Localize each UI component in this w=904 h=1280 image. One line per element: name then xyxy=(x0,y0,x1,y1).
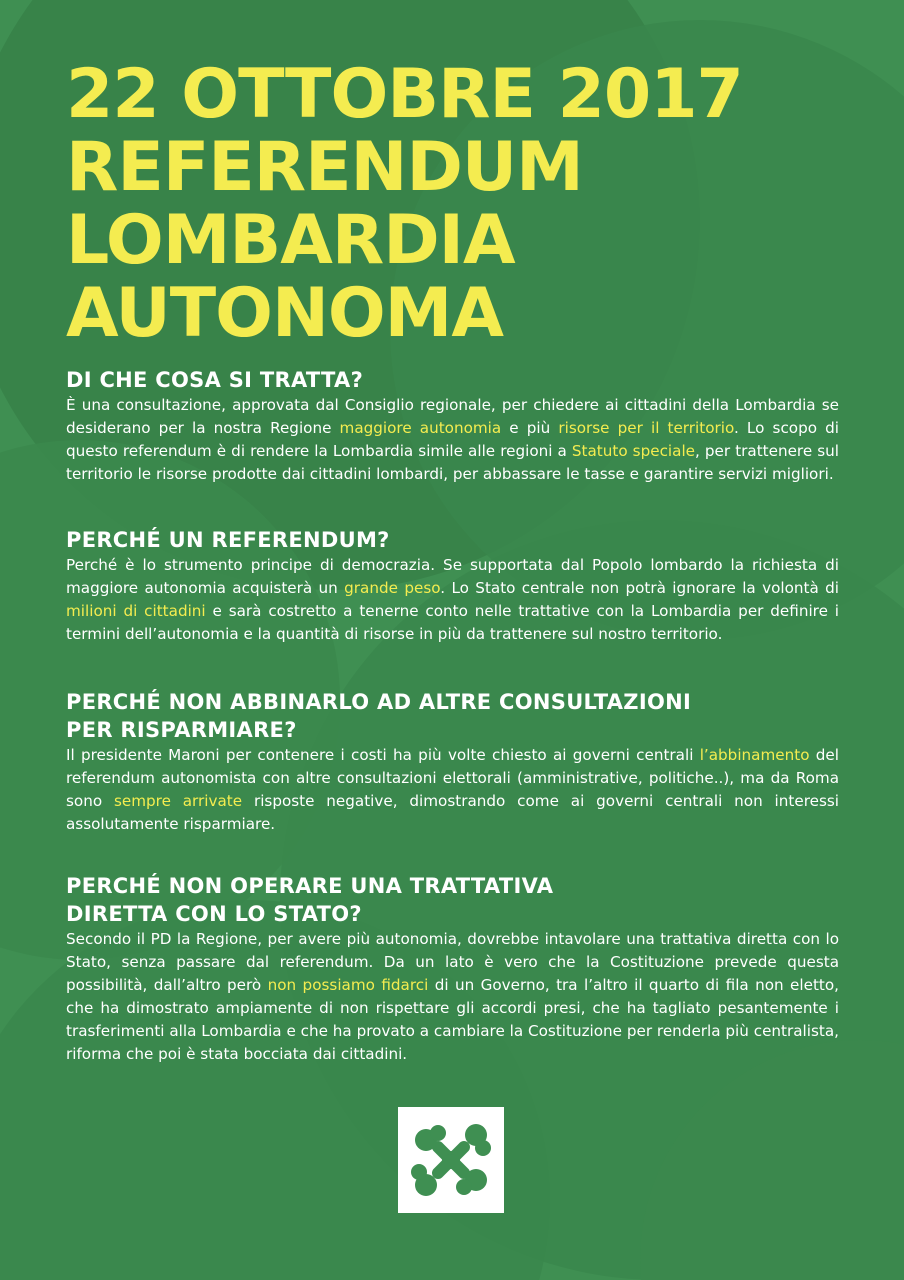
heading-line: PERCHÉ NON OPERARE UNA TRATTATIVA xyxy=(66,874,554,898)
highlight-text: grande peso xyxy=(344,579,441,597)
body-text: del referendum autonomista con altre consultazioni elettorali (amministrative, politiche..), ma da Roma sono xyxy=(66,746,839,810)
title-line-3: LOMBARDIA xyxy=(66,201,515,280)
section-why-not-combine xyxy=(66,688,839,836)
section-why-referendum xyxy=(66,526,839,646)
section-heading xyxy=(66,872,839,928)
body-text: risposte negative, dimostrando come ai governi centrali non interessi assolutamente risparmiare. xyxy=(66,792,839,833)
title-line-2: REFERENDUM xyxy=(66,128,583,207)
section-heading: DI CHE COSA SI TRATTA? xyxy=(66,368,364,392)
highlight-text: Statuto speciale xyxy=(571,442,696,460)
highlight-text: milioni di cittadini xyxy=(66,602,206,620)
highlight-text: sempre arrivate xyxy=(113,792,243,810)
lombardia-logo xyxy=(398,1107,504,1213)
body-text: È una consultazione, approvata dal Consiglio regionale, per chiedere ai cittadini della Lombardia se desiderano per la nostra Regione xyxy=(66,396,839,437)
page-title xyxy=(66,55,743,353)
section-body xyxy=(66,928,839,1066)
heading-line: PERCHÉ NON ABBINARLO AD ALTRE CONSULTAZIONI xyxy=(66,690,692,714)
body-text: Il presidente Maroni per contenere i costi ha più volte chiesto ai governi centrali xyxy=(66,746,700,764)
section-heading: PERCHÉ UN REFERENDUM? xyxy=(66,528,390,552)
body-text: e sarà costretto a tenerne conto nelle trattative con la Lombardia per definire i termini dell’autonomia e la quantità di risorse in più da trattenere sul nostro territorio. xyxy=(66,602,839,643)
section-body xyxy=(66,744,839,836)
body-text: Secondo il PD la Regione, per avere più autonomia, dovrebbe intavolare una trattativa diretta con lo Stato, senza passare dal referendum. Da un lato è vero che la Costituzione prevede questa possibilità, dall’altro però xyxy=(66,930,839,994)
body-text: di un Governo, tra l’altro il quarto di fila non eletto, che ha dimostrato ampiamente di non rispettare gli accordi presi, che ha tagliato pesantemente i trasferimenti alla Lombardia e che ha provato a cambiare la Costituzione per renderla più centralista, riforma che poi è stata bocciata dai cittadini. xyxy=(66,976,839,1063)
body-text: e più xyxy=(501,419,559,437)
body-text: , per trattenere sul territorio le risorse prodotte dai cittadini lombardi, per abbassare le tasse e garantire servizi migliori. xyxy=(66,442,840,483)
heading-line: PER RISPARMIARE? xyxy=(66,718,297,742)
section-body xyxy=(66,394,839,486)
highlight-text: risorse per il territorio xyxy=(558,419,734,437)
section-heading xyxy=(66,688,839,744)
highlight-text: l’abbinamento xyxy=(699,746,810,764)
heading-line: DIRETTA CON LO STATO? xyxy=(66,902,362,926)
rosa-camuna-icon xyxy=(398,1107,504,1213)
body-text: . Lo scopo di questo referendum è di rendere la Lombardia simile alle regioni a xyxy=(66,419,839,460)
title-line-1: 22 OTTOBRE 2017 xyxy=(66,55,743,134)
title-line-4: AUTONOMA xyxy=(66,274,503,353)
highlight-text: maggiore autonomia xyxy=(339,419,502,437)
section-what-is-it xyxy=(66,366,839,486)
body-text: Perché è lo strumento principe di democrazia. Se supportata dal Popolo lombardo la richiesta di maggiore autonomia acquisterà un xyxy=(66,556,839,597)
body-text: . Lo Stato centrale non potrà ignorare la volontà di xyxy=(440,579,839,597)
highlight-text: non possiamo fidarci xyxy=(267,976,429,994)
section-why-not-negotiate xyxy=(66,872,839,1066)
section-body xyxy=(66,554,839,646)
